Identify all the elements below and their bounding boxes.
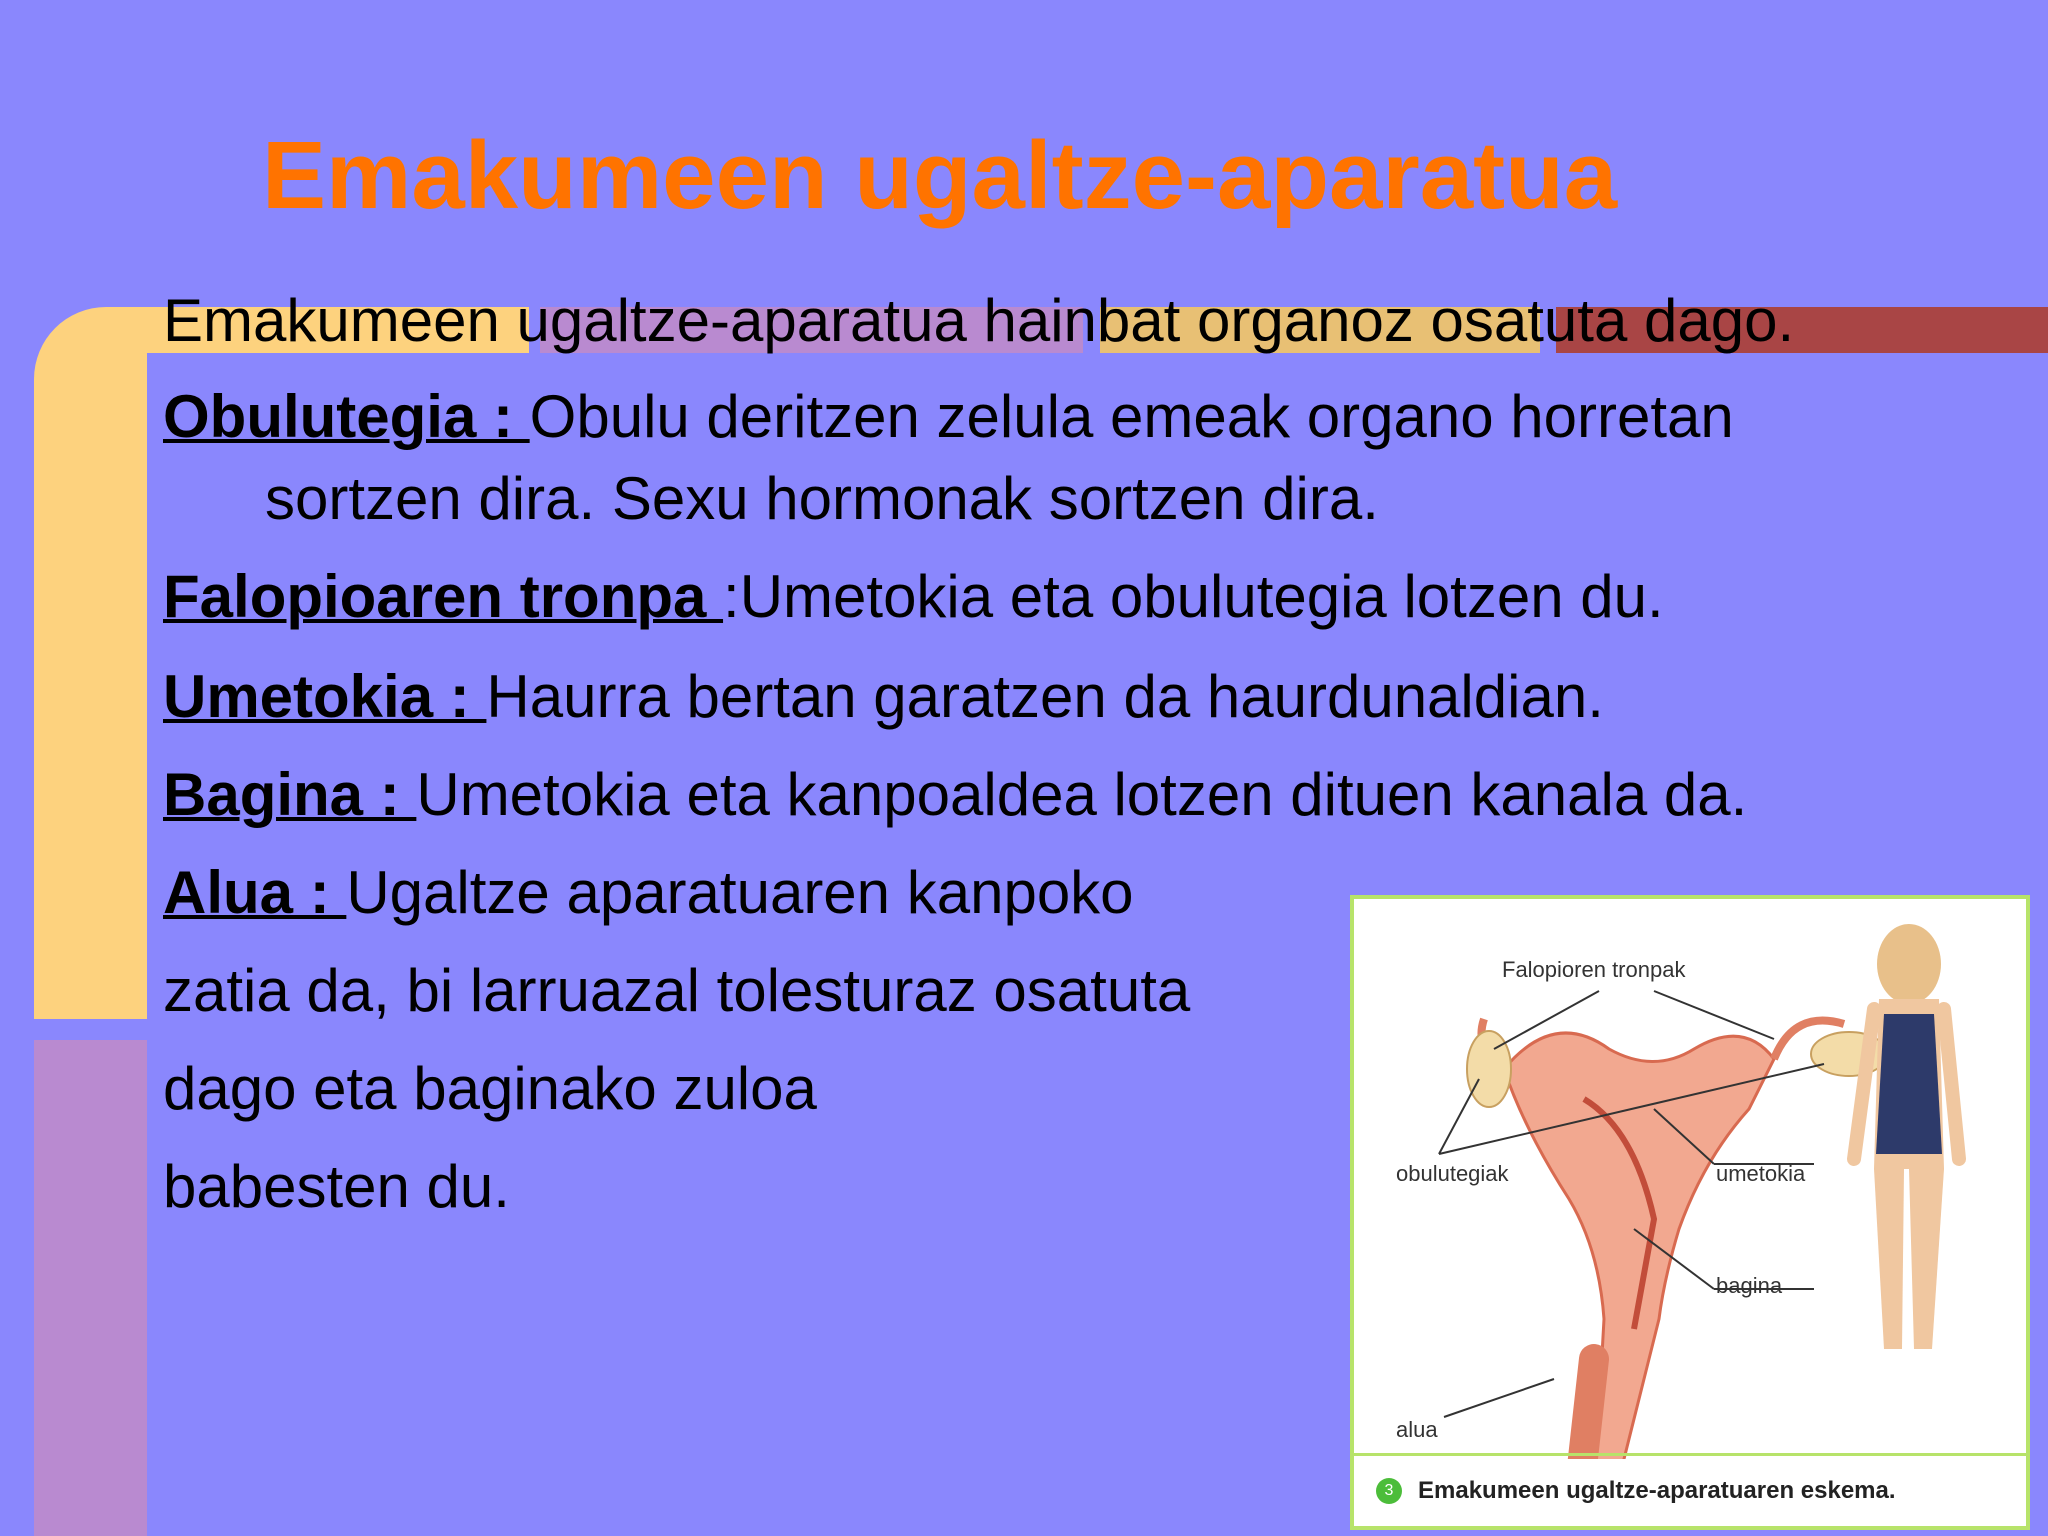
item-falopio: [163, 564, 1664, 630]
intro-text: Emakumeen ugaltze-aparatua hainbat organoz osatuta dago.: [163, 287, 1795, 354]
anatomy-figure: [1350, 895, 2030, 1530]
item-obulutegia: [163, 384, 1734, 450]
desc-falopio: :Umetokia eta obulutegia lotzen du.: [723, 563, 1664, 630]
vagina-shape: [1574, 1359, 1594, 1459]
desc-bagina: Umetokia eta kanpoaldea lotzen dituen kanala da.: [416, 761, 1748, 828]
girl-figure-icon: [1854, 924, 1959, 1349]
figure-caption-bar: [1354, 1453, 2026, 1526]
term-bagina: Bagina :: [163, 761, 417, 828]
desc-alua-4: babesten du.: [163, 1153, 510, 1220]
item-alua: [163, 860, 1134, 926]
item-bagina: [163, 762, 1747, 828]
item-obulutegia-cont: sortzen dira. Sexu hormonak sortzen dira.: [265, 465, 1379, 532]
figure-caption: Emakumeen ugaltze-aparatuaren eskema.: [1418, 1477, 1896, 1504]
label-obulutegiak: obulutegiak: [1396, 1161, 1509, 1186]
item-umetokia: [163, 664, 1604, 730]
desc-umetokia: Haurra bertan garatzen da haurdunaldian.: [486, 663, 1604, 730]
figure-number-badge: 3: [1376, 1478, 1402, 1504]
label-bagina: bagina: [1716, 1273, 1783, 1298]
label-falopio: Falopioren tronpak: [1502, 957, 1686, 982]
term-umetokia: Umetokia :: [163, 663, 487, 730]
slide-title: Emakumeen ugaltze-aparatua: [262, 122, 1618, 229]
desc-alua-1: Ugaltze aparatuaren kanpoko: [346, 859, 1134, 926]
desc-alua-2: zatia da, bi larruazal tolesturaz osatuta: [163, 957, 1191, 1024]
desc-alua-3: dago eta baginako zuloa: [163, 1055, 817, 1122]
desc-obulutegia-1: Obulu deritzen zelula emeak organo horretan: [529, 383, 1734, 450]
label-alua: alua: [1396, 1417, 1438, 1442]
term-alua: Alua :: [163, 859, 347, 926]
decor-yellow-bracket: [34, 307, 154, 1019]
term-falopio: Falopioaren tronpa: [163, 563, 724, 630]
label-umetokia: umetokia: [1716, 1161, 1806, 1186]
decor-purple-bar: [34, 1040, 147, 1536]
term-obulutegia: Obulutegia :: [163, 383, 530, 450]
uterus-shape: [1504, 1033, 1774, 1459]
